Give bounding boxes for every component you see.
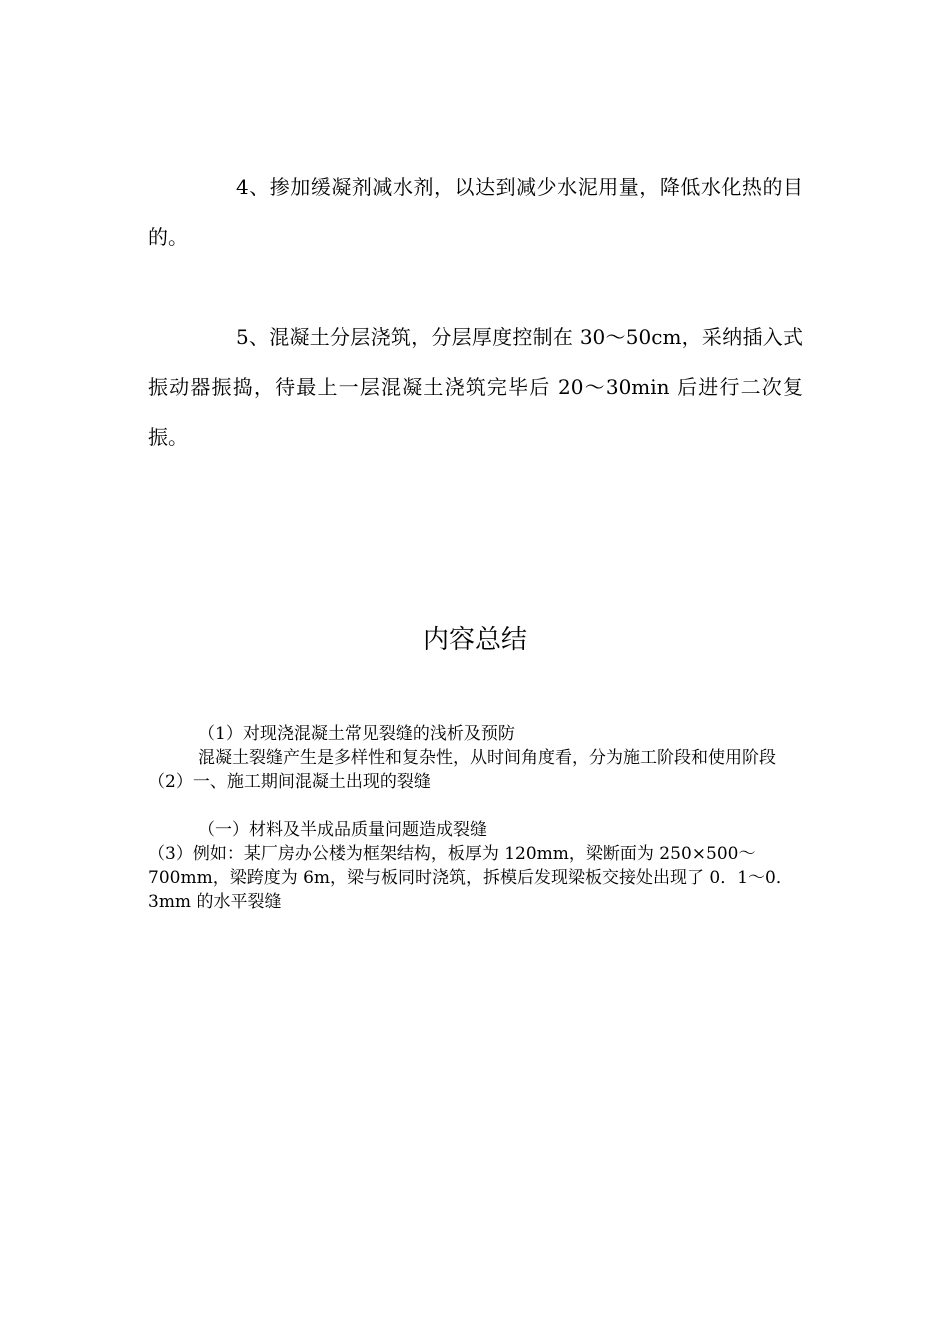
- summary-item-2-title: （2）一、施工期间混凝土出现的裂缝: [148, 772, 431, 792]
- summary-item-1-title: （1）对现浇混凝土常见裂缝的浅析及预防: [198, 724, 515, 744]
- summary-spacer: [148, 794, 803, 818]
- summary-section: [148, 722, 803, 914]
- summary-title: 内容总结: [422, 625, 527, 655]
- paragraph-item-4: 4、掺加缓凝剂减水剂，以达到减少水泥用量，降低水化热的目的。: [148, 175, 803, 249]
- summary-item-1-body: 混凝土裂缝产生是多样性和复杂性，从时间角度看，分为施工阶段和使用阶段: [198, 748, 776, 768]
- summary-item-3: （3）例如：某厂房办公楼为框架结构，板厚为 120mm，梁断面为 250×500～700mm，梁跨度为 6m，梁与板同时浇筑，拆模后发现梁板交接处出现了 0．1～0．3mm 的水平裂缝: [148, 844, 793, 912]
- paragraph-item-5: 5、混凝土分层浇筑，分层厚度控制在 30～50cm，采纳插入式振动器振捣，待最上一层混凝土浇筑完毕后 20～30min 后进行二次复振。: [148, 325, 803, 449]
- summary-item-2-body: （一）材料及半成品质量问题造成裂缝: [198, 820, 487, 840]
